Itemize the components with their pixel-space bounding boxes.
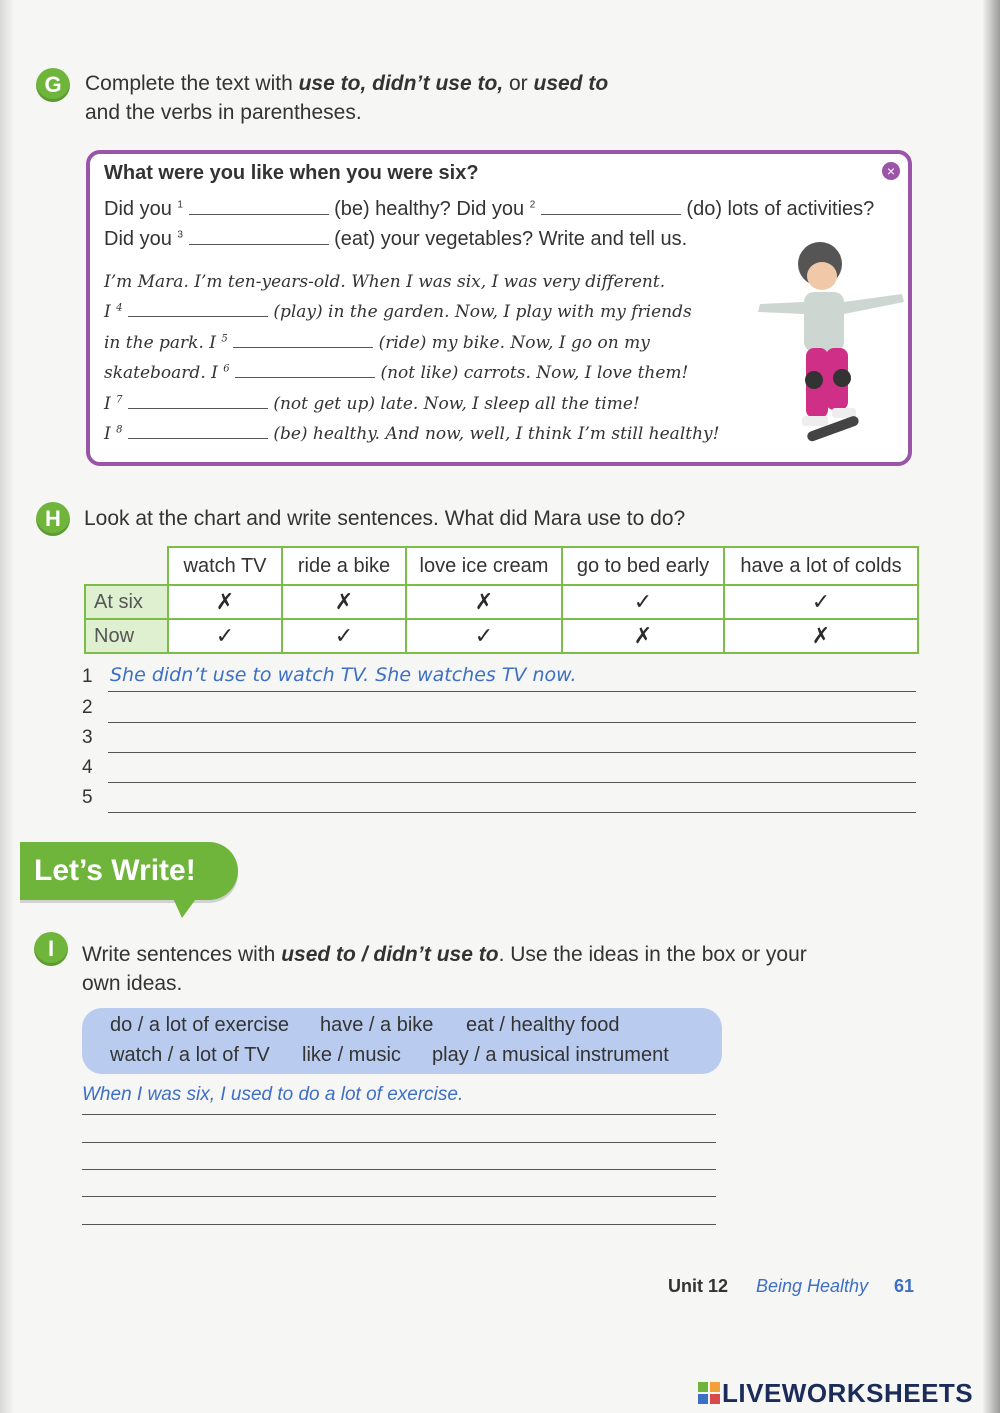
story-line-1: I’m Mara. I’m ten-years-old. When I was six, I was very different.	[104, 272, 666, 292]
instr-emph: used to	[533, 72, 609, 95]
writing-line[interactable]	[82, 1143, 716, 1170]
blank-number: 7	[116, 394, 123, 406]
blank-number: 3	[177, 229, 183, 241]
text: in the park. I	[104, 333, 217, 353]
liveworksheets-mark-icon	[698, 1382, 720, 1404]
blank-8-input[interactable]	[128, 438, 268, 439]
ideas-box	[82, 1008, 722, 1074]
speech-bubble-tail	[172, 896, 198, 918]
chart-cell: ✗	[406, 585, 562, 619]
question-line-1	[104, 198, 874, 221]
question-line-2	[104, 228, 687, 251]
liveworksheets-logo	[698, 1378, 973, 1409]
instr-text: and the verbs in parentheses.	[85, 101, 362, 124]
text: (ride) my bike. Now, I go on my	[378, 333, 650, 353]
blank-number: 5	[221, 333, 228, 345]
blank-3-input[interactable]	[189, 244, 329, 245]
chart-cell: ✓	[168, 619, 282, 653]
chart-cell: ✗	[562, 619, 724, 653]
text: skateboard. I	[104, 363, 218, 383]
blank-4-input[interactable]	[128, 316, 268, 317]
blank-number: 4	[116, 302, 123, 314]
exercise-h-badge: H	[36, 502, 70, 536]
story-line-6	[104, 424, 719, 444]
row-label-at-six: At six	[85, 585, 168, 619]
text: (not like) carrots. Now, I love them!	[380, 363, 689, 383]
instr-text: Complete the text with	[85, 72, 299, 95]
example-answer: She didn’t use to watch TV. She watches TV now.	[110, 664, 577, 686]
text: Did you	[104, 228, 172, 250]
blank-number: 8	[116, 424, 123, 436]
writing-line[interactable]	[82, 1198, 716, 1225]
answer-line[interactable]	[82, 697, 916, 725]
chart-cell: ✓	[406, 619, 562, 653]
text: I	[104, 424, 111, 444]
unit-label: Unit 12	[668, 1276, 729, 1296]
lets-write-banner: Let’s Write!	[20, 842, 238, 900]
habits-chart	[84, 546, 919, 654]
story-line-2	[104, 302, 692, 322]
line-number: 2	[82, 697, 93, 718]
line-number: 5	[82, 787, 93, 808]
story-line-5	[104, 394, 640, 414]
write-line	[108, 812, 916, 813]
girl-skateboard-illustration	[752, 232, 912, 458]
chart-header: go to bed early	[562, 547, 724, 585]
unit-title: Being Healthy	[756, 1276, 869, 1296]
line-number: 1	[82, 666, 93, 687]
writing-line[interactable]	[82, 1170, 716, 1197]
idea-item: play / a musical instrument	[432, 1044, 669, 1066]
row-label-now: Now	[85, 619, 168, 653]
story-line-3	[104, 333, 650, 353]
text: (play) in the garden. Now, I play with my friends	[273, 302, 692, 322]
example-sentence: When I was six, I used to do a lot of exercise.	[82, 1084, 464, 1105]
instr-emph: use to, didn’t use to,	[298, 72, 504, 95]
chart-cell: ✗	[168, 585, 282, 619]
blank-1-input[interactable]	[189, 214, 329, 215]
writing-line[interactable]	[82, 1084, 716, 1115]
chart-corner	[85, 547, 168, 585]
idea-item: watch / a lot of TV	[110, 1044, 270, 1066]
chart-cell: ✗	[724, 619, 918, 653]
write-line	[108, 782, 916, 783]
text: Did you	[104, 198, 172, 220]
text: (be) healthy? Did you	[334, 198, 525, 220]
chart-header: have a lot of colds	[724, 547, 918, 585]
answer-line[interactable]	[82, 666, 916, 694]
blank-number: 1	[177, 199, 183, 211]
write-line	[108, 752, 916, 753]
instr-text: Write sentences with	[82, 943, 282, 966]
close-icon: ×	[882, 162, 900, 180]
chart-header: watch TV	[168, 547, 282, 585]
line-number: 4	[82, 757, 93, 778]
idea-item: eat / healthy food	[466, 1014, 620, 1036]
story-line-4	[104, 363, 688, 383]
chart-cell: ✓	[282, 619, 406, 653]
blank-number: 6	[223, 363, 230, 375]
idea-item: do / a lot of exercise	[110, 1014, 289, 1036]
chart-cell: ✗	[282, 585, 406, 619]
blank-6-input[interactable]	[235, 377, 375, 378]
blank-number: 2	[529, 199, 536, 211]
writing-line[interactable]	[82, 1116, 716, 1143]
text: (be) healthy. And now, well, I think I’m still healthy!	[273, 424, 720, 444]
text: (not get up) late. Now, I sleep all the time!	[273, 394, 640, 414]
page-number: 61	[894, 1276, 915, 1296]
chart-header: love ice cream	[406, 547, 562, 585]
exercise-g-badge: G	[36, 68, 70, 102]
instr-text: or	[503, 72, 534, 95]
logo-text: LIVEWORKSHEETS	[722, 1378, 974, 1408]
page-left-edge	[0, 0, 14, 1413]
idea-item: have / a bike	[320, 1014, 434, 1036]
instr-text: . Use the ideas in the box or your own ideas.	[82, 943, 807, 995]
blank-7-input[interactable]	[128, 408, 268, 409]
answer-line[interactable]	[82, 727, 916, 755]
blank-2-input[interactable]	[541, 214, 681, 215]
chart-cell: ✓	[562, 585, 724, 619]
text: I	[104, 394, 111, 414]
chart-cell: ✓	[724, 585, 918, 619]
box-title: What were you like when you were six?	[104, 162, 479, 184]
exercise-i-badge: I	[34, 932, 68, 966]
answer-line[interactable]	[82, 757, 916, 785]
write-line	[108, 691, 916, 692]
idea-item: like / music	[302, 1044, 401, 1066]
line-number: 3	[82, 727, 93, 748]
text: (do) lots of activities?	[686, 198, 875, 220]
exercise-i-instruction	[82, 940, 842, 998]
answer-line[interactable]	[82, 787, 916, 815]
write-line	[108, 722, 916, 723]
page-right-edge	[982, 0, 1000, 1413]
chart-header: ride a bike	[282, 547, 406, 585]
blank-5-input[interactable]	[233, 347, 373, 348]
instr-emph: used to / didn’t use to	[281, 943, 499, 966]
text: I	[104, 302, 111, 322]
exercise-g-instruction	[85, 69, 705, 127]
exercise-h-instruction: Look at the chart and write sentences. What did Mara use to do?	[84, 507, 686, 530]
text: (eat) your vegetables? Write and tell us.	[334, 228, 688, 250]
